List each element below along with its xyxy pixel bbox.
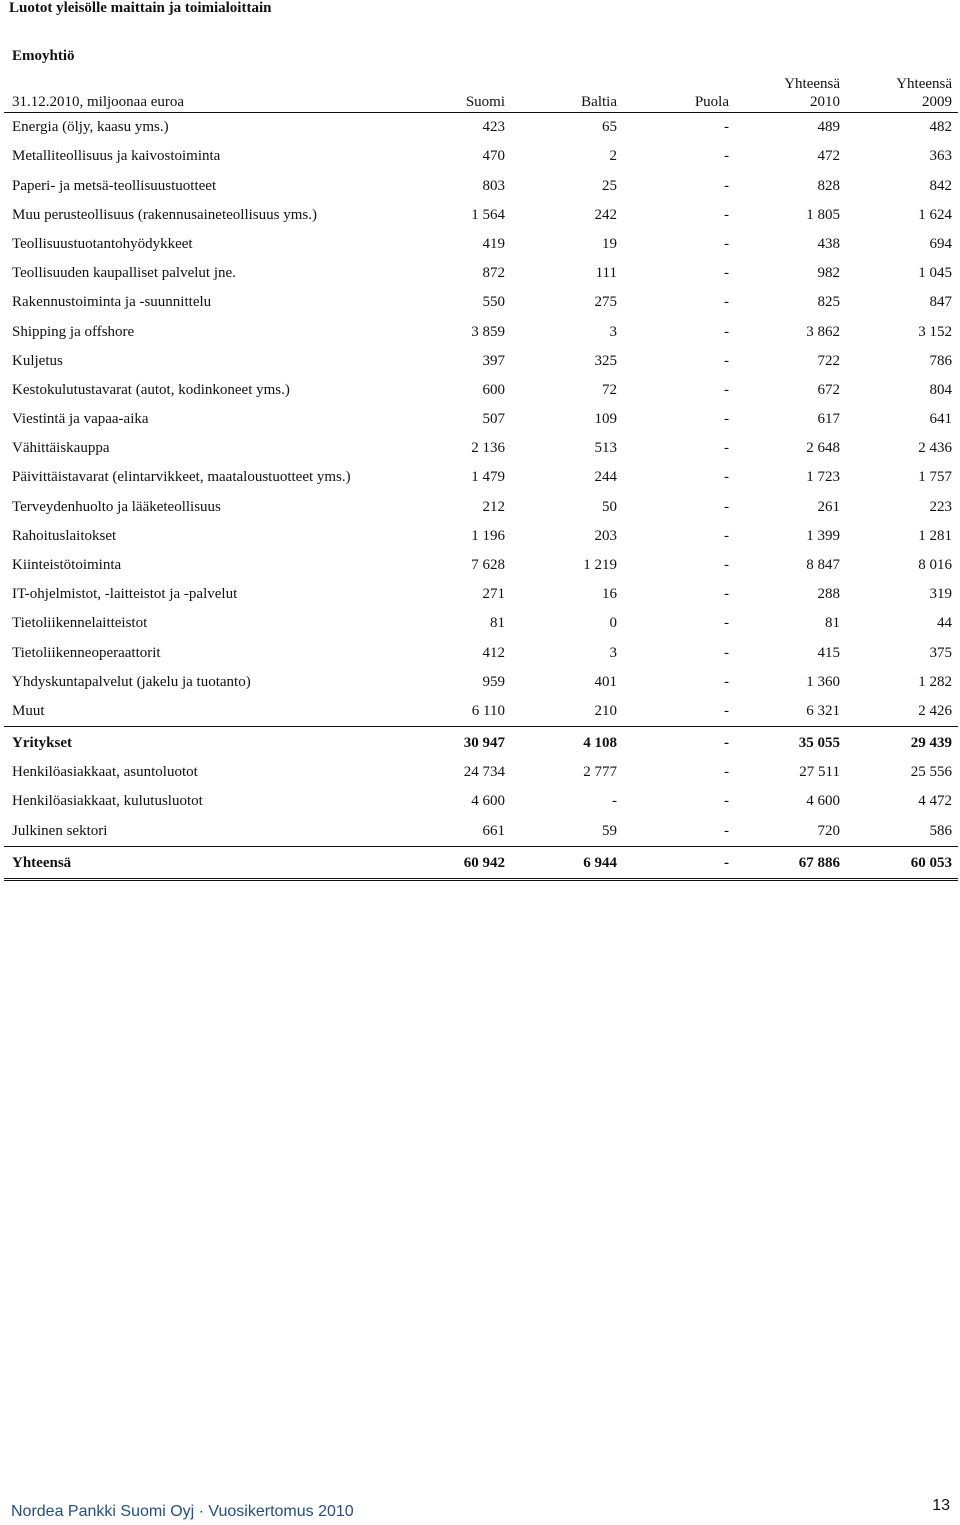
cell-suomi: 419 [482, 235, 505, 252]
cell-baltia: 244 [594, 469, 617, 486]
header-baltia: Baltia [581, 94, 617, 110]
cell-suomi: 1 479 [471, 469, 505, 486]
table-row [4, 288, 958, 317]
table-row [4, 609, 958, 638]
cell-suomi: 7 628 [471, 557, 505, 573]
cell-suomi: 470 [482, 148, 505, 165]
cell-total-2009: 1 281 [918, 527, 952, 544]
cell-baltia: 50 [602, 498, 617, 515]
cell-total-2010: 1 723 [806, 469, 840, 486]
cell-suomi: 1 564 [471, 206, 505, 223]
cell-baltia: 65 [602, 119, 617, 136]
cell-puola: - [724, 265, 729, 282]
table-row [4, 317, 958, 346]
cell-suomi: 661 [482, 822, 505, 839]
table-row [4, 171, 958, 200]
cell-baltia: 0 [609, 615, 617, 632]
cell-total-2009: 25 556 [910, 764, 952, 781]
header-total-2009-line1: Yhteensä [896, 76, 952, 92]
cell-total-2010: 67 886 [798, 854, 840, 871]
cell-suomi: 507 [482, 411, 505, 428]
cell-total-2009: 44 [937, 615, 952, 632]
cell-baltia: 25 [602, 177, 617, 194]
cell-total-2010: 438 [817, 235, 840, 252]
cell-baltia: 59 [602, 822, 617, 839]
row-label: Teollisuuden kaupalliset palvelut jne. [12, 265, 236, 282]
cell-suomi: 412 [482, 644, 505, 661]
table-row [4, 847, 958, 881]
cell-suomi: 24 734 [463, 764, 505, 781]
cell-total-2009: 694 [929, 235, 952, 252]
cell-suomi: 872 [482, 265, 505, 282]
page-subtitle: Emoyhtiö [12, 48, 75, 64]
header-label: 31.12.2010, miljoonaa euroa [12, 94, 185, 110]
cell-total-2009: 319 [929, 586, 952, 603]
cell-total-2010: 472 [817, 148, 840, 165]
table-row [4, 201, 958, 230]
cell-puola: - [724, 702, 729, 719]
cell-suomi: 397 [482, 352, 505, 369]
cell-puola: - [724, 615, 729, 632]
cell-total-2009: 1 757 [918, 469, 952, 486]
cell-total-2010: 825 [817, 294, 840, 311]
loans-table [4, 72, 958, 881]
table-row [4, 376, 958, 405]
table-row [4, 638, 958, 667]
cell-baltia: 72 [602, 381, 617, 398]
cell-suomi: 600 [482, 381, 505, 398]
table-row [4, 727, 958, 758]
cell-puola: - [724, 235, 729, 252]
cell-total-2010: 828 [817, 177, 840, 194]
table-header-row [4, 72, 958, 113]
cell-puola: - [724, 644, 729, 661]
cell-total-2010: 261 [817, 498, 840, 515]
row-label: Shipping ja offshore [12, 323, 135, 340]
cell-total-2010: 8 847 [806, 557, 840, 573]
table-row [4, 230, 958, 259]
cell-total-2010: 6 321 [806, 702, 840, 719]
cell-total-2010: 415 [817, 644, 840, 661]
cell-total-2010: 722 [817, 352, 840, 369]
cell-suomi: 550 [482, 294, 505, 311]
cell-puola: - [724, 440, 729, 457]
cell-total-2009: 847 [929, 294, 952, 311]
row-label: Rakennustoiminta ja -suunnittelu [12, 294, 212, 311]
cell-suomi: 271 [482, 586, 505, 603]
row-label: Tietoliikenneoperaattorit [12, 644, 161, 661]
cell-total-2010: 4 600 [806, 793, 840, 810]
cell-puola: - [724, 411, 729, 428]
cell-baltia: 203 [594, 527, 617, 544]
row-label: Terveydenhuolto ja lääketeollisuus [12, 498, 221, 515]
cell-puola: - [724, 381, 729, 398]
cell-total-2010: 720 [817, 822, 840, 839]
cell-puola: - [724, 323, 729, 340]
cell-suomi: 212 [482, 498, 505, 515]
cell-puola: - [724, 854, 729, 871]
cell-baltia: 513 [594, 440, 617, 457]
cell-suomi: 6 110 [471, 702, 505, 719]
table-row [4, 113, 958, 142]
cell-total-2009: 641 [929, 411, 952, 428]
cell-total-2009: 8 016 [918, 557, 952, 573]
table-row [4, 787, 958, 816]
header-suomi: Suomi [465, 94, 505, 110]
cell-suomi: 4 600 [471, 793, 505, 810]
cell-puola: - [724, 586, 729, 603]
cell-total-2009: 1 045 [918, 265, 952, 282]
row-label: Viestintä ja vapaa-aika [12, 411, 149, 428]
cell-baltia: 325 [594, 352, 617, 369]
cell-total-2010: 3 862 [806, 323, 840, 340]
cell-suomi: 803 [482, 177, 505, 194]
row-label: Päivittäistavarat (elintarvikkeet, maataloustuotteet yms.) [12, 469, 351, 486]
row-label: Rahoituslaitokset [12, 527, 117, 544]
header-puola: Puola [694, 94, 729, 110]
cell-baltia: 4 108 [583, 734, 617, 751]
cell-total-2010: 617 [817, 411, 840, 428]
cell-puola: - [724, 557, 729, 573]
cell-total-2009: 375 [929, 644, 952, 661]
cell-baltia: 16 [602, 586, 617, 603]
table-row [4, 522, 958, 551]
table-row [4, 463, 958, 492]
cell-total-2009: 842 [929, 177, 952, 194]
cell-baltia: 19 [602, 235, 617, 252]
cell-total-2010: 27 511 [799, 764, 840, 781]
cell-baltia: 242 [594, 206, 617, 223]
cell-suomi: 959 [482, 673, 505, 690]
cell-puola: - [724, 673, 729, 690]
row-label: Paperi- ja metsä-teollisuustuotteet [12, 177, 217, 194]
cell-puola: - [724, 734, 729, 751]
cell-suomi: 30 947 [463, 734, 505, 751]
cell-baltia: 111 [595, 265, 617, 282]
table-row [4, 580, 958, 609]
cell-baltia: 2 777 [583, 764, 617, 781]
cell-total-2010: 672 [817, 381, 840, 398]
footer-publication: Nordea Pankki Suomi Oyj · Vuosikertomus 2010 [11, 1503, 354, 1520]
header-total-2010-line2: 2010 [810, 94, 840, 110]
cell-total-2010: 1 399 [806, 527, 840, 544]
row-label: Vähittäiskauppa [12, 440, 110, 457]
cell-puola: - [724, 177, 729, 194]
cell-baltia: 3 [609, 323, 617, 340]
cell-puola: - [724, 527, 729, 544]
cell-suomi: 423 [482, 119, 505, 136]
cell-baltia: 6 944 [583, 854, 617, 871]
row-label: Yhdyskuntapalvelut (jakelu ja tuotanto) [12, 673, 251, 690]
cell-total-2010: 81 [825, 615, 840, 632]
cell-suomi: 2 136 [471, 440, 505, 457]
cell-puola: - [724, 469, 729, 486]
table-row [4, 492, 958, 521]
row-label: Kestokulutustavarat (autot, kodinkoneet yms.) [12, 381, 290, 398]
table-row [4, 142, 958, 171]
cell-total-2009: 29 439 [910, 734, 952, 751]
cell-total-2009: 223 [929, 498, 952, 515]
table-body [4, 113, 958, 881]
cell-total-2010: 288 [817, 586, 840, 603]
cell-total-2010: 982 [817, 265, 840, 282]
cell-total-2009: 804 [929, 381, 952, 398]
cell-baltia: 3 [609, 644, 617, 661]
header-total-2009-line2: 2009 [922, 94, 952, 110]
cell-puola: - [724, 206, 729, 223]
cell-puola: - [724, 119, 729, 136]
cell-total-2009: 60 053 [910, 854, 952, 871]
page-title: Luotot yleisölle maittain ja toimialoittain [9, 0, 272, 16]
header-total-2009 [896, 75, 952, 111]
cell-total-2009: 786 [929, 352, 952, 369]
cell-puola: - [724, 294, 729, 311]
cell-suomi: 1 196 [471, 527, 505, 544]
cell-total-2010: 35 055 [798, 734, 840, 751]
row-label: Kiinteistötoiminta [12, 557, 122, 573]
cell-total-2009: 586 [929, 822, 952, 839]
row-label: Yhteensä [12, 854, 72, 871]
cell-total-2009: 2 426 [918, 702, 952, 719]
row-label: Julkinen sektori [12, 822, 108, 839]
cell-puola: - [724, 793, 729, 810]
row-label: Kuljetus [12, 352, 63, 369]
cell-baltia: 275 [594, 294, 617, 311]
row-label: Muu perusteollisuus (rakennusaineteollisuus yms.) [12, 206, 317, 223]
cell-suomi: 3 859 [471, 323, 505, 340]
cell-total-2010: 1 360 [806, 673, 840, 690]
cell-total-2009: 3 152 [918, 323, 952, 340]
table-row [4, 697, 958, 727]
cell-baltia: 109 [594, 411, 617, 428]
table-row [4, 816, 958, 846]
table-row [4, 405, 958, 434]
cell-puola: - [724, 498, 729, 515]
table-row [4, 259, 958, 288]
cell-total-2009: 2 436 [918, 440, 952, 457]
table-row [4, 758, 958, 787]
table-row [4, 551, 958, 580]
cell-total-2010: 2 648 [806, 440, 840, 457]
row-label: Metalliteollisuus ja kaivostoiminta [12, 148, 221, 165]
cell-total-2010: 1 805 [806, 206, 840, 223]
row-label: Henkilöasiakkaat, kulutusluotot [12, 793, 203, 810]
cell-total-2009: 4 472 [918, 793, 952, 810]
cell-baltia: 2 [609, 148, 617, 165]
cell-baltia: 210 [594, 702, 617, 719]
table-row [4, 434, 958, 463]
cell-suomi: 60 942 [463, 854, 505, 871]
cell-total-2009: 482 [929, 119, 952, 136]
cell-puola: - [724, 148, 729, 165]
row-label: Muut [12, 702, 45, 719]
row-label: Tietoliikennelaitteistot [12, 615, 148, 632]
cell-total-2009: 1 624 [918, 206, 952, 223]
row-label: IT-ohjelmistot, -laitteistot ja -palvelut [12, 586, 238, 603]
cell-baltia: 401 [594, 673, 617, 690]
cell-baltia: 1 219 [583, 557, 617, 573]
cell-total-2009: 1 282 [918, 673, 952, 690]
row-label: Henkilöasiakkaat, asuntoluotot [12, 764, 198, 781]
cell-puola: - [724, 352, 729, 369]
table-row [4, 668, 958, 697]
header-total-2010-line1: Yhteensä [784, 76, 840, 92]
cell-total-2009: 363 [929, 148, 952, 165]
cell-total-2010: 489 [817, 119, 840, 136]
cell-suomi: 81 [490, 615, 505, 632]
cell-baltia: - [612, 793, 617, 810]
cell-puola: - [724, 764, 729, 781]
footer-page-number: 13 [932, 1497, 950, 1514]
table-row [4, 347, 958, 376]
row-label: Yritykset [12, 734, 72, 751]
cell-puola: - [724, 822, 729, 839]
row-label: Teollisuustuotantohyödykkeet [12, 235, 193, 252]
header-total-2010 [784, 75, 840, 111]
row-label: Energia (öljy, kaasu yms.) [12, 119, 169, 136]
